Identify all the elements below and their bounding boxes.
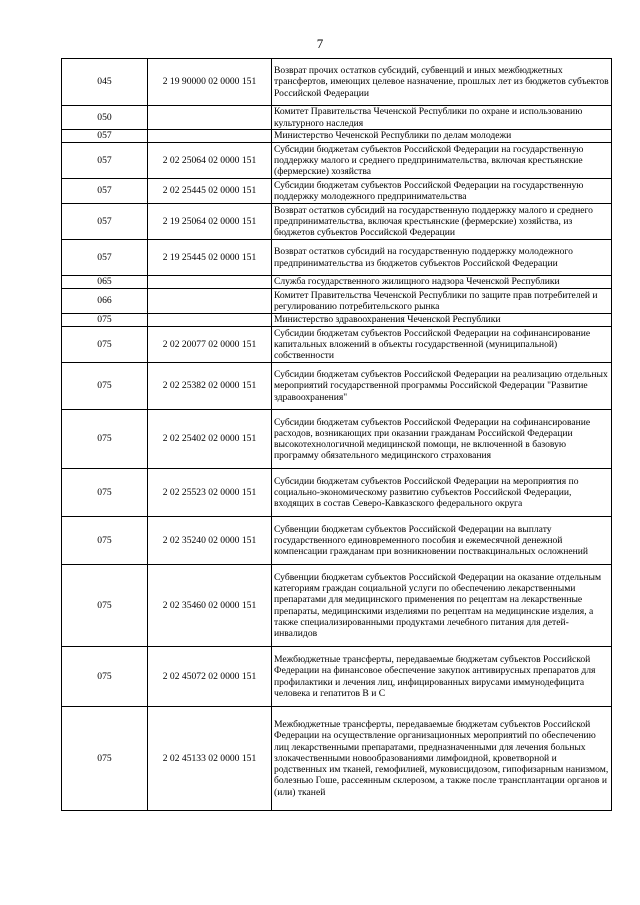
- table-row: [62, 517, 612, 565]
- description-cell: Комитет Правительства Чеченской Республики по охране и использованию культурного наследия: [272, 106, 612, 130]
- revenue-codes-table: [61, 58, 612, 811]
- budget-code-cell: 2 02 35240 02 0000 151: [148, 517, 272, 565]
- budget-code-cell: 2 19 90000 02 0000 151: [148, 59, 272, 106]
- budget-code-cell: [148, 276, 272, 289]
- description-cell: Субсидии бюджетам субъектов Российской Федерации на мероприятия по социально-экономическому развитию субъектов Российской Федерации, входящих в состав Северо-Кавказского федерального округа: [272, 469, 612, 517]
- description-cell: Межбюджетные трансферты, передаваемые бюджетам субъектов Российской Федерации на финансовое обеспечение закупок антивирусных препаратов для профилактики и лечения лиц, инфицированных вирусами иммунодефицита человека и гепатитов B и C: [272, 647, 612, 707]
- description-cell: Возврат остатков субсидий на государственную поддержку малого и среднего предпринимательства, включая крестьянские (фермерские) хозяйства, из бюджетов субъектов Российской Федерации: [272, 204, 612, 240]
- table-row: [62, 647, 612, 707]
- budget-code-cell: [148, 289, 272, 314]
- budget-code-cell: [148, 106, 272, 130]
- table-row: [62, 289, 612, 314]
- description-cell: Субсидии бюджетам субъектов Российской Федерации на софинансирование расходов, возникающих при оказании гражданам Российской Федерации высокотехнологичной медицинской помощи, не включенной в базовую программу обязательного медицинского страхования: [272, 410, 612, 469]
- table-row: [62, 469, 612, 517]
- admin-code-cell: 075: [62, 565, 148, 647]
- budget-code-cell: 2 02 45072 02 0000 151: [148, 647, 272, 707]
- budget-code-cell: 2 02 20077 02 0000 151: [148, 327, 272, 363]
- admin-code-cell: 066: [62, 289, 148, 314]
- budget-code-cell: [148, 314, 272, 327]
- budget-code-cell: 2 02 25064 02 0000 151: [148, 143, 272, 179]
- budget-code-cell: 2 19 25064 02 0000 151: [148, 204, 272, 240]
- table-row: [62, 565, 612, 647]
- admin-code-cell: 065: [62, 276, 148, 289]
- admin-code-cell: 075: [62, 410, 148, 469]
- admin-code-cell: 075: [62, 707, 148, 811]
- budget-code-cell: 2 02 35460 02 0000 151: [148, 565, 272, 647]
- table-row: [62, 179, 612, 204]
- table-row: [62, 363, 612, 410]
- budget-code-cell: 2 02 25402 02 0000 151: [148, 410, 272, 469]
- table-row: [62, 707, 612, 811]
- admin-code-cell: 057: [62, 240, 148, 276]
- budget-code-cell: 2 02 25445 02 0000 151: [148, 179, 272, 204]
- description-cell: Комитет Правительства Чеченской Республики по защите прав потребителей и регулированию потребительского рынка: [272, 289, 612, 314]
- table-row: [62, 143, 612, 179]
- admin-code-cell: 075: [62, 517, 148, 565]
- admin-code-cell: 045: [62, 59, 148, 106]
- table-row: [62, 276, 612, 289]
- description-cell: Возврат прочих остатков субсидий, субвенций и иных межбюджетных трансфертов, имеющих целевое назначение, прошлых лет из бюджетов субъектов Российской Федерации: [272, 59, 612, 106]
- budget-code-cell: [148, 130, 272, 143]
- admin-code-cell: 075: [62, 469, 148, 517]
- admin-code-cell: 050: [62, 106, 148, 130]
- admin-code-cell: 075: [62, 647, 148, 707]
- admin-code-cell: 075: [62, 314, 148, 327]
- description-cell: Возврат остатков субсидий на государственную поддержку молодежного предпринимательства из бюджетов субъектов Российской Федерации: [272, 240, 612, 276]
- page-number: 7: [316, 36, 324, 51]
- description-cell: Субсидии бюджетам субъектов Российской Федерации на реализацию отдельных мероприятий государственной программы Российской Федерации "Развитие здравоохранения": [272, 363, 612, 410]
- description-cell: Субвенции бюджетам субъектов Российской Федерации на оказание отдельным категориям граждан социальной услуги по обеспечению лекарственными препаратами для медицинского применения по рецептам на лекарственные препараты, медицинскими изделиями по рецептам на медицинские изделия, а также специализированными продуктами лечебного питания для детей-инвалидов: [272, 565, 612, 647]
- table-row: [62, 59, 612, 106]
- description-cell: Министерство Чеченской Республики по делам молодежи: [272, 130, 612, 143]
- description-cell: Субсидии бюджетам субъектов Российской Федерации на софинансирование капитальных вложений в объекты государственной (муниципальной) собственности: [272, 327, 612, 363]
- table-row: [62, 410, 612, 469]
- budget-code-cell: 2 02 25382 02 0000 151: [148, 363, 272, 410]
- budget-code-cell: 2 02 45133 02 0000 151: [148, 707, 272, 811]
- table-row: [62, 204, 612, 240]
- table-row: [62, 130, 612, 143]
- admin-code-cell: 057: [62, 179, 148, 204]
- table-row: [62, 240, 612, 276]
- table-row: [62, 327, 612, 363]
- table-row: [62, 314, 612, 327]
- description-cell: Субсидии бюджетам субъектов Российской Федерации на государственную поддержку малого и среднего предпринимательства, включая крестьянские (фермерские) хозяйства: [272, 143, 612, 179]
- description-cell: Субсидии бюджетам субъектов Российской Федерации на государственную поддержку молодежного предпринимательства: [272, 179, 612, 204]
- description-cell: Межбюджетные трансферты, передаваемые бюджетам субъектов Российской Федерации на осуществление организационных мероприятий по обеспечению лиц лекарственными препаратами, предназначенными для лечения больных злокачественными новообразованиями лимфоидной, кроветворной и родственных им тканей, гемофилией, муковисцидозом, гипофизарным нанизмом, болезнью Гоше, рассеянным склерозом, а также после трансплантации органов и (или) тканей: [272, 707, 612, 811]
- admin-code-cell: 057: [62, 143, 148, 179]
- table-row: [62, 106, 612, 130]
- description-cell: Субвенции бюджетам субъектов Российской Федерации на выплату государственного единовременного пособия и ежемесячной денежной компенсации гражданам при возникновении поствакцинальных осложнений: [272, 517, 612, 565]
- admin-code-cell: 057: [62, 130, 148, 143]
- admin-code-cell: 075: [62, 363, 148, 410]
- admin-code-cell: 075: [62, 327, 148, 363]
- description-cell: Служба государственного жилищного надзора Чеченской Республики: [272, 276, 612, 289]
- budget-code-cell: 2 19 25445 02 0000 151: [148, 240, 272, 276]
- admin-code-cell: 057: [62, 204, 148, 240]
- budget-code-cell: 2 02 25523 02 0000 151: [148, 469, 272, 517]
- description-cell: Министерство здравоохранения Чеченской Республики: [272, 314, 612, 327]
